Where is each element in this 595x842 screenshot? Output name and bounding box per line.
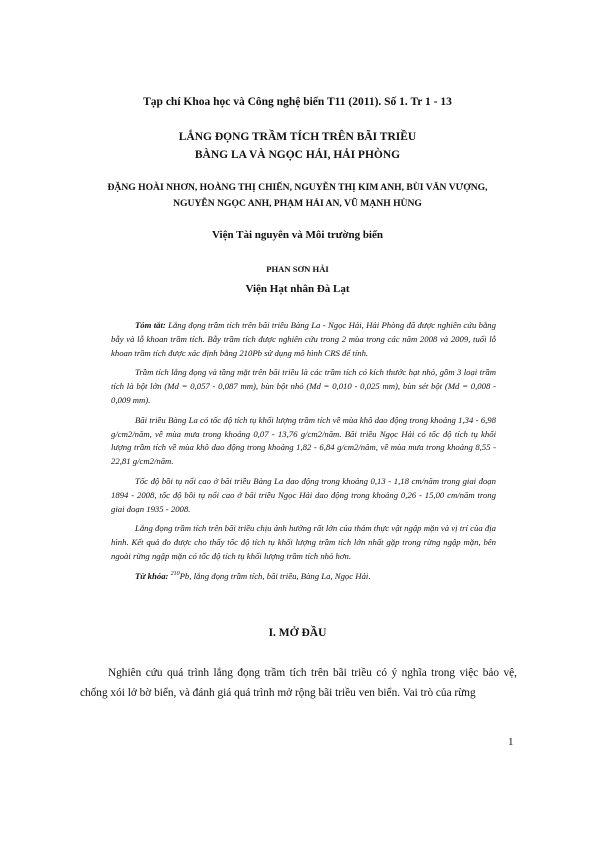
body-text bbox=[80, 663, 517, 703]
journal-header: Tạp chí Khoa học và Công nghệ biển T11 (2011). Số 1. Tr 1 - 13 bbox=[143, 96, 452, 108]
institution-2: Viện Hạt nhân Đà Lạt bbox=[245, 283, 350, 295]
title-line-1: LẮNG ĐỌNG TRẦM TÍCH TRÊN BÃI TRIỀU bbox=[178, 131, 417, 143]
abstract-paragraph-1 bbox=[111, 319, 496, 360]
institution-1: Viện Tài nguyên và Môi trường biển bbox=[212, 229, 383, 241]
second-author: PHAN SƠN HẢI bbox=[266, 264, 329, 274]
abstract bbox=[111, 319, 496, 590]
abstract-paragraph-5: Lắng đọng trầm tích trên bãi triều chịu ảnh hưởng rất lớn của thảm thực vật ngập mặn và vị trí của địa hình. Kết quả đo được cho thấy tốc độ tích tụ khối lượng trầm tích lớn nhất gặp trong rừng ngập mặn, bên ngoài rừng ngập mặn có tốc độ tích tụ khối lượng trầm tích nhỏ hơn. bbox=[111, 523, 496, 561]
abstract-text-1: Lắng đọng trầm tích trên bãi triều Bàng La - Ngọc Hải, Hải Phòng đã được nghiên cứu bằng bẫy và lỗ khoan trầm tích. Bẫy trầm tích được nghiên cứu trong 2 mùa trong các năm 2008 và 2009, tuổi lỗ khoan trầm tích được xác định bằng 210Pb sử dụng mô hình CRS để tính. bbox=[111, 320, 496, 358]
abstract-paragraph-4: Tốc độ bồi tụ nổi cao ở bãi triều Bàng La dao động trong khoảng 0,13 - 1,18 cm/năm trong giai đoạn 1894 - 2008, tốc độ bồi tụ nổi cao ở bãi triều Ngọc Hải dao động trong khoảng 0,26 - 15,00 cm/năm trong giai đoạn 1935 - 2008. bbox=[111, 475, 496, 514]
section-heading: I. MỞ ĐẦU bbox=[268, 627, 327, 639]
author-list bbox=[0, 180, 595, 212]
authors-line-1: ĐẶNG HOÀI NHƠN, HOÀNG THỊ CHIẾN, NGUYỄN THỊ KIM ANH, BÙI VĂN VƯỢNG, bbox=[107, 182, 488, 193]
abstract-paragraph-3: Bãi triều Bàng La có tốc độ tích tụ khối lượng trầm tích về mùa khô dao động trong khoảng 1,34 - 6,98 g/cm2/năm, về mùa mưa trong khoảng 0,07 - 13,76 g/cm2/năm. Bãi triều Ngọc Hải có tốc độ tích tụ khối lượng trầm tích về mùa khô dao động trong khoảng 1,82 - 6,84 g/cm2/năm, về mùa mưa trong khoảng 8,55 - 22,81 g/cm2/năm. bbox=[111, 414, 496, 467]
body-paragraph: Nghiên cứu quá trình lắng đọng trầm tích trên bãi triều có ý nghĩa trong việc bảo vệ, chống xói lở bờ biển, và đánh giá quá trình mở rộng bãi triều ven biển. Vai trò của rừng bbox=[80, 667, 517, 699]
page-number: 1 bbox=[508, 736, 514, 748]
keywords-superscript: 210 bbox=[170, 570, 180, 577]
title-line-2: BÀNG LA VÀ NGỌC HẢI, HẢI PHÒNG bbox=[194, 149, 401, 161]
keywords-text: Pb, lắng đọng trầm tích, bãi triều, Bàng La, Ngọc Hải. bbox=[179, 570, 371, 581]
keywords-label: Từ khóa: bbox=[135, 570, 169, 581]
authors-line-2: NGUYỄN NGỌC ANH, PHẠM HẢI AN, VŨ MẠNH HÙNG bbox=[173, 198, 422, 209]
keywords bbox=[111, 570, 496, 584]
abstract-label: Tóm tắt: bbox=[135, 320, 166, 330]
paper-title bbox=[0, 128, 595, 164]
abstract-paragraph-2: Trầm tích lắng đọng và tầng mặt trên bãi triều là các trầm tích có kích thước hạt nhỏ, gồm 3 loại trầm tích là bột lớn (Md = 0,057 - 0,087 mm), bùn bột nhỏ (Md = 0,010 - 0,025 mm), bùn sét bột (Md = 0,008 - 0,009 mm). bbox=[111, 367, 496, 405]
